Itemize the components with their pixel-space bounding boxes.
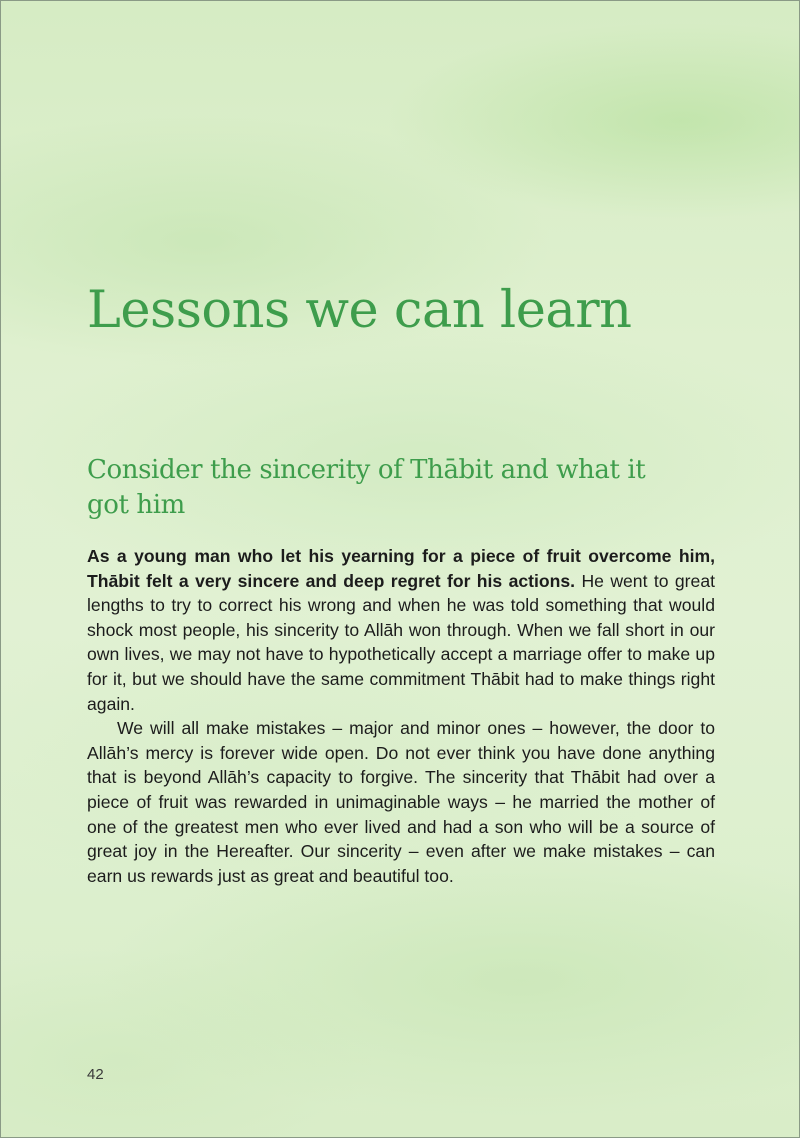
paragraph-1 [87,544,715,716]
section-heading: Consider the sincerity of Thābit and what it got him [87,455,646,520]
paragraph-1-text: He went to great lengths to try to correct his wrong and when he was told something that would shock most people, his sincerity to Allāh won through. When we fall short in our own lives, we may not have to hypothetically accept a marriage offer to make up for it, but we should have the same commitment Thābit had to make things right again. [87,570,716,714]
body-text [87,544,715,888]
page-number: 42 [87,1066,104,1083]
paragraph-2 [87,716,715,888]
paragraph-1-bold-lead: As a young man who let his yearning for a piece of fruit overcome him, Thābit felt a very sincere and deep regret for his actions. [87,546,715,591]
page-title: Lessons we can learn [87,281,632,340]
paragraph-2-text: We will all make mistakes – major and minor ones – however, the door to Allāh’s mercy is forever wide open. Do not ever think you have done anything that is beyond Allāh’s capacity to forgive. The sincerity that Thābit had over a piece of fruit was rewarded in unimaginable ways – he married the mother of one of the greatest men who ever lived and had a son who will be a source of great joy in the Hereafter. Our sincerity – even after we make mistakes – can earn us rewards just as great and beautiful too. [87,718,715,886]
